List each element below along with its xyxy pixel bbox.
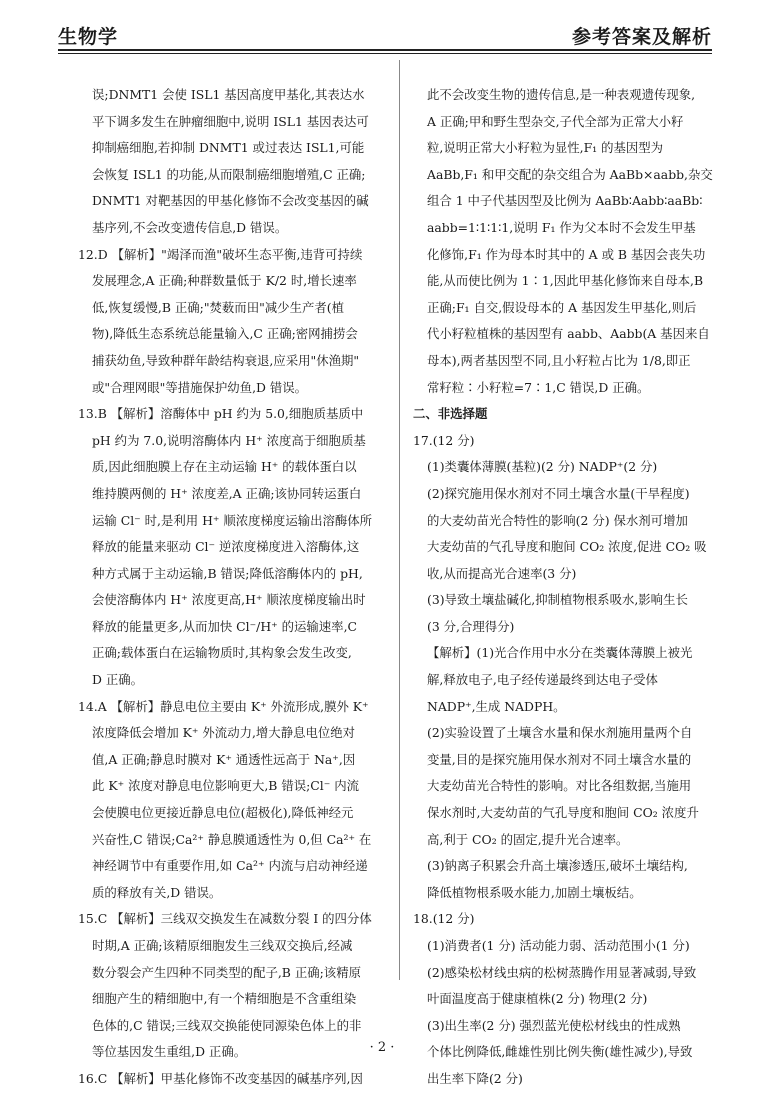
text-line: 正确;F₁ 自交,假设母本的 A 基因发生甲基化,则后 (427, 299, 697, 315)
text-line: 维持膜两侧的 H⁺ 浓度差,A 正确;该协同转运蛋白 (92, 485, 362, 501)
text-line: (2)实验设置了土壤含水量和保水剂施用量两个自 (427, 725, 693, 741)
text-line: 平下调多发生在肿瘤细胞中,说明 ISL1 基因表达可 (92, 113, 369, 129)
text-line: 13.B 【解析】溶酶体中 pH 约为 5.0,细胞质基质中 (78, 406, 364, 422)
text-line: 17.(12 分) (413, 432, 475, 448)
text-line: aabb=1∶1∶1∶1,说明 F₁ 作为父本时不会发生甲基 (427, 219, 696, 235)
text-line: 的大麦幼苗光合特性的影响(2 分) 保水剂可增加 (427, 512, 688, 528)
text-line: 组合 1 中子代基因型及比例为 AaBb∶Aabb∶aaBb∶ (427, 193, 703, 209)
text-line: 解,释放电子,电子经传递最终到达电子受体 (427, 672, 658, 688)
text-line: D 正确。 (92, 672, 144, 688)
text-line: 发展理念,A 正确;种群数量低于 K/2 时,增长速率 (92, 273, 357, 289)
text-line: 低,恢复缓慢,B 正确;"焚薮而田"减少生产者(植 (92, 299, 344, 315)
right-column (413, 82, 733, 1093)
text-line: 高,利于 CO₂ 的固定,提升光合速率。 (427, 831, 629, 847)
text-line: (2)探究施用保水剂对不同土壤含水量(干旱程度) (427, 485, 690, 501)
subject-title: 生物学 (58, 26, 119, 48)
text-line: 叶面温度高于健康植株(2 分) 物理(2 分) (427, 991, 648, 1007)
text-line: 出生率下降(2 分) (427, 1070, 523, 1086)
text-line: 大麦幼苗的气孔导度和胞间 CO₂ 浓度,促进 CO₂ 吸 (427, 539, 707, 555)
text-line: 14.A 【解析】静息电位主要由 K⁺ 外流形成,膜外 K⁺ (78, 698, 369, 714)
text-line: (3)钠离子积累会升高土壤渗透压,破坏土壤结构, (427, 858, 688, 874)
text-line: 浓度降低会增加 K⁺ 外流动力,增大静息电位绝对 (92, 725, 356, 741)
text-line: 色体的,C 错误;三线双交换能使同源染色体上的非 (92, 1017, 362, 1033)
text-line: 物),降低生态系统总能量输入,C 正确;密网捕捞会 (92, 326, 358, 342)
text-line: 大麦幼苗光合特性的影响。对比各组数据,当施用 (427, 778, 692, 794)
text-line: (3)导致土壤盐碱化,抑制植物根系吸水,影响生长 (427, 592, 688, 608)
text-line: A 正确;甲和野生型杂交,子代全部为正常大小籽 (427, 113, 684, 129)
text-line: 常籽粒∶小籽粒=7∶1,C 错误,D 正确。 (427, 379, 650, 395)
text-line: 粒,说明正常大小籽粒为显性,F₁ 的基因型为 (427, 140, 664, 156)
text-line: 质的释放有关,D 错误。 (92, 884, 222, 900)
text-line: 细胞产生的精细胞中,有一个精细胞是不含重组染 (92, 991, 357, 1007)
header-rule (58, 49, 712, 51)
text-line: 数分裂会产生四种不同类型的配子,B 正确;该精原 (92, 964, 361, 980)
text-line: 值,A 正确;静息时膜对 K⁺ 通透性远高于 Na⁺,因 (92, 751, 356, 767)
header-rule-thin (58, 53, 712, 54)
text-line: (3 分,合理得分) (427, 618, 515, 634)
text-line: 兴奋性,C 错误;Ca²⁺ 静息膜通透性为 0,但 Ca²⁺ 在 (92, 831, 372, 847)
page-header (58, 8, 712, 48)
text-line: 16.C 【解析】甲基化修饰不改变基因的碱基序列,因 (78, 1070, 363, 1086)
text-line: 二、非选择题 (413, 406, 488, 422)
text-line: 保水剂时,大麦幼苗的气孔导度和胞间 CO₂ 浓度升 (427, 805, 699, 821)
text-line: (1)类囊体薄膜(基粒)(2 分) NADP⁺(2 分) (427, 459, 658, 475)
text-line: 个体比例降低,雌雄性别比例失衡(雄性减少),导致 (427, 1044, 693, 1060)
text-line: AaBb,F₁ 和甲交配的杂交组合为 AaBb×aabb,杂交 (427, 166, 713, 182)
text-line: (3)出生率(2 分) 强烈蓝光使松材线虫的性成熟 (427, 1017, 681, 1033)
text-line: 18.(12 分) (413, 911, 475, 927)
text-line: 或"合理网眼"等措施保护幼鱼,D 错误。 (92, 379, 308, 395)
text-line: (1)消费者(1 分) 活动能力弱、活动范围小(1 分) (427, 938, 690, 953)
text-line: 基序列,不会改变遗传信息,D 错误。 (92, 219, 288, 235)
text-line: 神经调节中有重要作用,如 Ca²⁺ 内流与启动神经递 (92, 858, 368, 874)
text-line: 会使溶酶体内 H⁺ 浓度更高,H⁺ 顺浓度梯度输出时 (92, 592, 366, 608)
page-number: · 2 · (369, 1040, 395, 1055)
text-line: 15.C 【解析】三线双交换发生在减数分裂 Ⅰ 的四分体 (78, 911, 372, 927)
text-line: 种方式属于主动运输,B 错误;降低溶酶体内的 pH, (92, 565, 363, 581)
text-line: 母本),两者基因型不同,且小籽粒占比为 1/8,即正 (427, 352, 691, 368)
text-line: 等位基因发生重组,D 正确。 (92, 1044, 247, 1060)
text-line: 运输 Cl⁻ 时,是利用 H⁺ 顺浓度梯度运输出溶酶体所 (92, 512, 373, 528)
text-line: pH 约为 7.0,说明溶酶体内 H⁺ 浓度高于细胞质基 (92, 432, 366, 448)
text-line: NADP⁺,生成 NADPH。 (427, 698, 566, 714)
text-line: 能,从而使比例为 1∶1,因此甲基化修饰来自母本,B (427, 273, 704, 289)
text-line: 正确;载体蛋白在运输物质时,其构象会发生改变, (92, 645, 352, 661)
text-line: 误;DNMT1 会使 ISL1 基因高度甲基化,其表达水 (92, 87, 365, 102)
text-line: 降低植物根系吸水能力,加剧土壤板结。 (427, 884, 642, 900)
text-line: 代小籽粒植株的基因型有 aabb、Aabb(A 基因来自 (427, 326, 710, 342)
text-line: 会恢复 ISL1 的功能,从而限制癌细胞增殖,C 正确; (92, 166, 366, 182)
text-line: 此 K⁺ 浓度对静息电位影响更大,B 错误;Cl⁻ 内流 (92, 778, 360, 794)
text-line: 释放的能量来驱动 Cl⁻ 逆浓度梯度进入溶酶体,这 (92, 539, 360, 555)
text-line: 时期,A 正确;该精原细胞发生三线双交换后,经减 (92, 938, 353, 953)
text-line: 捕获幼鱼,导致种群年龄结构衰退,应采用"休渔期" (92, 352, 360, 368)
text-line: 收,从而提高光合速率(3 分) (427, 565, 577, 581)
text-line: 释放的能量更多,从而加快 Cl⁻/H⁺ 的运输速率,C (92, 618, 357, 634)
text-line: 会使膜电位更接近静息电位(超极化),降低神经元 (92, 805, 354, 821)
text-line: 质,因此细胞膜上存在主动运输 H⁺ 的载体蛋白以 (92, 459, 357, 475)
text-line: 此不会改变生物的遗传信息,是一种表观遗传现象, (427, 87, 696, 102)
text-line: 【解析】(1)光合作用中水分在类囊体薄膜上被光 (427, 645, 693, 661)
text-line: 抑制癌细胞,若抑制 DNMT1 或过表达 ISL1,可能 (92, 140, 365, 156)
text-line: 12.D 【解析】"竭泽而渔"破坏生态平衡,违背可持续 (78, 246, 363, 262)
left-column (78, 82, 394, 1093)
section-title: 参考答案及解析 (571, 26, 712, 48)
text-line: DNMT1 对靶基因的甲基化修饰不会改变基因的碱 (92, 193, 369, 209)
column-divider (399, 60, 400, 980)
text-line: 化修饰,F₁ 作为母本时其中的 A 或 B 基因会丧失功 (427, 246, 706, 262)
text-line: (2)感染松材线虫病的松树蒸腾作用显著减弱,导致 (427, 964, 697, 980)
text-line: 变量,目的是探究施用保水剂对不同土壤含水量的 (427, 751, 692, 767)
